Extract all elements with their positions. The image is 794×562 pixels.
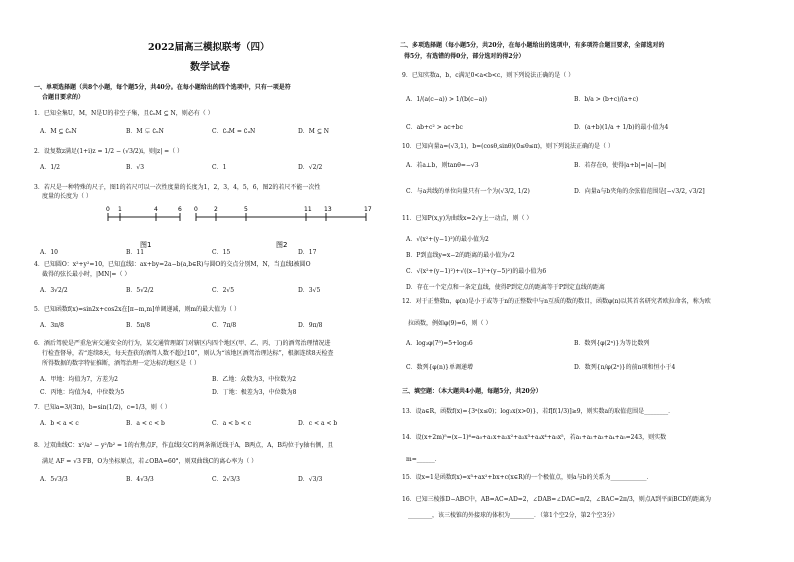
q10-option-c: C．与a共线的单位向量只有一个为(√3/2, 1/2) bbox=[406, 188, 530, 195]
q1-option-c: C．∁ᵤM = ∁ᵤN bbox=[212, 128, 256, 135]
q5-option-a: A．3π/8 bbox=[40, 322, 64, 329]
q8-option-a: A．5√3/3 bbox=[40, 476, 68, 483]
question-8-cont: 满足 AF = √3 FB，O为坐标原点，若∠OBA=60°，则双曲线C的离心率为（ ） bbox=[42, 458, 258, 465]
question-12-cont: 拉函数，例如φ(9)=6，则（ ） bbox=[408, 320, 492, 327]
q2-option-a: A．1/2 bbox=[40, 164, 60, 171]
q11-option-c: C．√(x²+(y−1)²)+√((x−1)²+(y−5)²)的最小值为6 bbox=[406, 268, 547, 275]
section-1-heading-cont: 合题目要求的） bbox=[42, 94, 85, 101]
q4-option-b: B．5√2/2 bbox=[126, 287, 154, 294]
question-1: 1．已知全集U，M，N是U的非空子集，且∁ᵤM ⊆ N，则必有（ ） bbox=[34, 110, 214, 117]
q6-option-b: B．乙地：众数为3，中位数为2 bbox=[212, 376, 297, 383]
q7-option-b: B．a < c < b bbox=[126, 420, 165, 427]
ruler-figure-1 bbox=[104, 203, 184, 249]
q12-option-c: C．数列{φ(n)}单调递增 bbox=[406, 364, 473, 371]
q12-option-a: A．log₃φ(7⁵)=5+log₃6 bbox=[406, 340, 473, 347]
q5-option-b: B．5π/8 bbox=[126, 322, 151, 329]
q9-option-a: A．1/(a(c−a)) > 1/(b(c−a)) bbox=[406, 96, 487, 103]
question-8: 8．过双曲线C：x²/a² − y²/b² = 1的右焦点F，作直线l交C的两条渐近线于A，B两点，A，B均位于y轴右侧，且 bbox=[34, 442, 334, 449]
q8-option-c: C．2√3/3 bbox=[212, 476, 240, 483]
question-16: 16．已知三棱锥D−ABC中，AB=AC=AD=2，∠DAB=∠DAC=π/2，∠BAC=2π/3，则点A到平面BCD的距离为 bbox=[402, 496, 712, 503]
q5-option-d: D．9π/8 bbox=[298, 322, 323, 329]
q2-option-b: B．√3 bbox=[126, 164, 145, 171]
fig1-tick-label-3: 6 bbox=[178, 206, 182, 213]
question-16-cont: ________，该三棱锥的外接球的体积为________．（第1个空2分，第2个空3分） bbox=[408, 512, 619, 519]
question-4-cont: 截得的弦长最小时，|MN|=（ ） bbox=[42, 271, 131, 278]
question-13: 13．设a∈R，函数f(x)={3ᵃ(x≤0)；log₃x(x>0)}，若f[f(1/3)]≥9，则实数a的取值范围是________． bbox=[402, 408, 675, 415]
subject-title: 数学试卷 bbox=[190, 62, 230, 73]
ruler-figure-2 bbox=[192, 203, 372, 249]
q11-option-a: A．√(x²+(y−1)²)的最小值为2 bbox=[406, 236, 489, 243]
q1-option-a: A．M ⊆ ∁ᵤN bbox=[40, 128, 77, 135]
q10-option-a: A．若a⊥b，则tanθ=−√3 bbox=[406, 162, 479, 169]
q4-option-d: D．3√5 bbox=[298, 287, 321, 294]
fig1-tick-label-1: 1 bbox=[118, 206, 122, 213]
question-5: 5．已知函数f(x)=sin2x+cos2x在[π−m,m]单调递减，则m的最大值为（ ） bbox=[34, 306, 241, 313]
question-15: 15．设x=1是函数f(x)=x³+ax²+bx+c(x∈R)的一个极值点，则a与b的关系为____________． bbox=[402, 474, 653, 481]
q5-option-c: C．7π/8 bbox=[212, 322, 237, 329]
question-7: 7．已知a=3/(3π)，b=sin(1/2)，c=1/3，则（ ） bbox=[34, 404, 171, 411]
q10-option-d: D．向量a与b夹角的余弦值范围是[−√3/2, √3/2] bbox=[574, 188, 705, 195]
q10-option-b: B．若存在θ，使得|a+b|=|a|−|b| bbox=[574, 162, 667, 169]
q9-option-c: C．ab+c² > ac+bc bbox=[406, 124, 463, 131]
q8-option-d: D．√3/3 bbox=[298, 476, 323, 483]
q3-option-d: D．17 bbox=[298, 249, 317, 256]
q12-option-d: D．数列{n/φ(2ⁿ)}的前n项和恒小于4 bbox=[574, 364, 676, 371]
fig2-tick-label-5: 17 bbox=[364, 206, 372, 213]
q6-option-c: C．丙地：均值为4，中位数为5 bbox=[40, 389, 125, 396]
q6-option-a: A．甲地：均值为7，方差为2 bbox=[40, 376, 118, 383]
question-2: 2．设复数z满足(1+i)z = 1/2 − (√3/2)i，则|z| =（ ） bbox=[34, 148, 184, 155]
q4-option-c: C．2√5 bbox=[212, 287, 235, 294]
fig2-tick-label-4: 13 bbox=[324, 206, 332, 213]
question-4: 4．已知圆O：x²+y²=10，已知直线l：ax+by=2a−b(a,b∈R)与圆O的交点分别M，N，当直线l被圆O bbox=[34, 261, 311, 268]
section-2-heading-cont: 得5分，有选错的得0分，部分选对的得2分） bbox=[404, 53, 525, 60]
fig1-tick-label-0: 0 bbox=[106, 206, 110, 213]
q3-option-b: B．11 bbox=[126, 249, 145, 256]
fig2-label: 图2 bbox=[276, 241, 288, 249]
question-12: 12．对于正整数n，φ(n)是小于或等于n的正整数中与n互质的数的数目，函数φ(n)以其首名研究者欧拉命名，称为欧 bbox=[402, 298, 711, 305]
q11-option-d: D．存在一个定点和一条定直线，使得P到定点的距离等于P到定直线的距离 bbox=[406, 284, 605, 291]
q9-option-d: D．(a+b)(1/a + 1/b)的最小值为4 bbox=[574, 124, 669, 131]
section-1-heading: 一、单项选择题（共8个小题，每个题5分，共40分。在每小题给出的四个选项中，只有一项是符 bbox=[34, 84, 291, 91]
q7-option-a: A．b < a < c bbox=[40, 420, 79, 427]
section-3-heading: 三、填空题：（本大题共4小题，每题5分，共20分） bbox=[402, 388, 542, 395]
question-9: 9．已知实数a，b，c满足0<a<b<c，则下列说法正确的是（ ） bbox=[402, 72, 575, 79]
q8-option-b: B．4√3/3 bbox=[126, 476, 154, 483]
q3-option-c: C．15 bbox=[212, 249, 231, 256]
fig2-tick-label-3: 11 bbox=[304, 206, 312, 213]
question-3: 3．若尺是一种特殊的尺子，图1的若尺可以一次性度量的长度为1，2，3，4，5，6，图2的若尺不能一次性 bbox=[34, 184, 321, 191]
fig2-tick-label-1: 2 bbox=[214, 206, 218, 213]
q2-option-d: D．√2/2 bbox=[298, 164, 323, 171]
q12-option-b: B．数列{φ(2ⁿ)}为等比数列 bbox=[574, 340, 650, 347]
question-14: 14．设(x+2m)⁵=(x−1)⁶=a₀+a₁x+a₂x²+a₃x³+a₄x⁴+a₅x⁵，若a₁+a₂+a₃+a₄+a₅=243，则实数 bbox=[402, 434, 667, 441]
fig1-tick-label-2: 4 bbox=[154, 206, 158, 213]
question-6-cont2: 所得数据的数字特征推断，酒驾治理一定达标的地区是（ ） bbox=[42, 360, 200, 367]
q2-option-c: C．1 bbox=[212, 164, 227, 171]
q1-option-d: D．M ⊆ N bbox=[298, 128, 330, 135]
q6-option-d: D．丁地：极差为3，中位数为8 bbox=[212, 389, 297, 396]
question-11: 11．已知P(x,y)为曲线x=2√y上一动点，则（ ） bbox=[402, 215, 533, 222]
q1-option-b: B．M ⊊ ∁ᵤN bbox=[126, 128, 164, 135]
q7-option-d: D．c < a < b bbox=[298, 420, 338, 427]
exam-title: 2022届高三模拟联考（四） bbox=[148, 42, 270, 53]
section-2-heading: 二、多项选择题（每小题5分，共20分，在每小题给出的选项中，有多项符合题目要求，全部选对的 bbox=[400, 42, 665, 49]
fig2-tick-label-0: 0 bbox=[194, 206, 198, 213]
question-6: 6．酒后驾驶是严重危害交通安全的行为，某交通管理部门对辖区内四个地区(甲、乙、丙、丁)的酒驾治理情况进 bbox=[34, 340, 331, 347]
fig1-label: 图1 bbox=[140, 241, 152, 249]
q7-option-c: C．a < b < c bbox=[212, 420, 252, 427]
question-10: 10．已知向量a=(√3,1)，b=(cosθ,sinθ)(0≤θ≤π)，则下列说法正确的是（ ） bbox=[402, 143, 614, 150]
question-3-cont: 度量的长度为（ ） bbox=[42, 193, 92, 200]
question-6-cont: 行检查督导，若“连续8天，每天查获的酒驾人数不超过10”，则认为“该地区酒驾治理达标”，根据连续8天检查 bbox=[42, 350, 334, 357]
fig2-tick-label-2: 5 bbox=[244, 206, 248, 213]
question-14-cont: m=______． bbox=[406, 456, 441, 463]
q3-option-a: A．10 bbox=[40, 249, 58, 256]
q9-option-b: B．b/a > (b+c)/(a+c) bbox=[574, 96, 639, 103]
q11-option-b: B．P到直线y=x−2的距离的最小值为√2 bbox=[406, 252, 515, 259]
q4-option-a: A．3√2/2 bbox=[40, 287, 68, 294]
